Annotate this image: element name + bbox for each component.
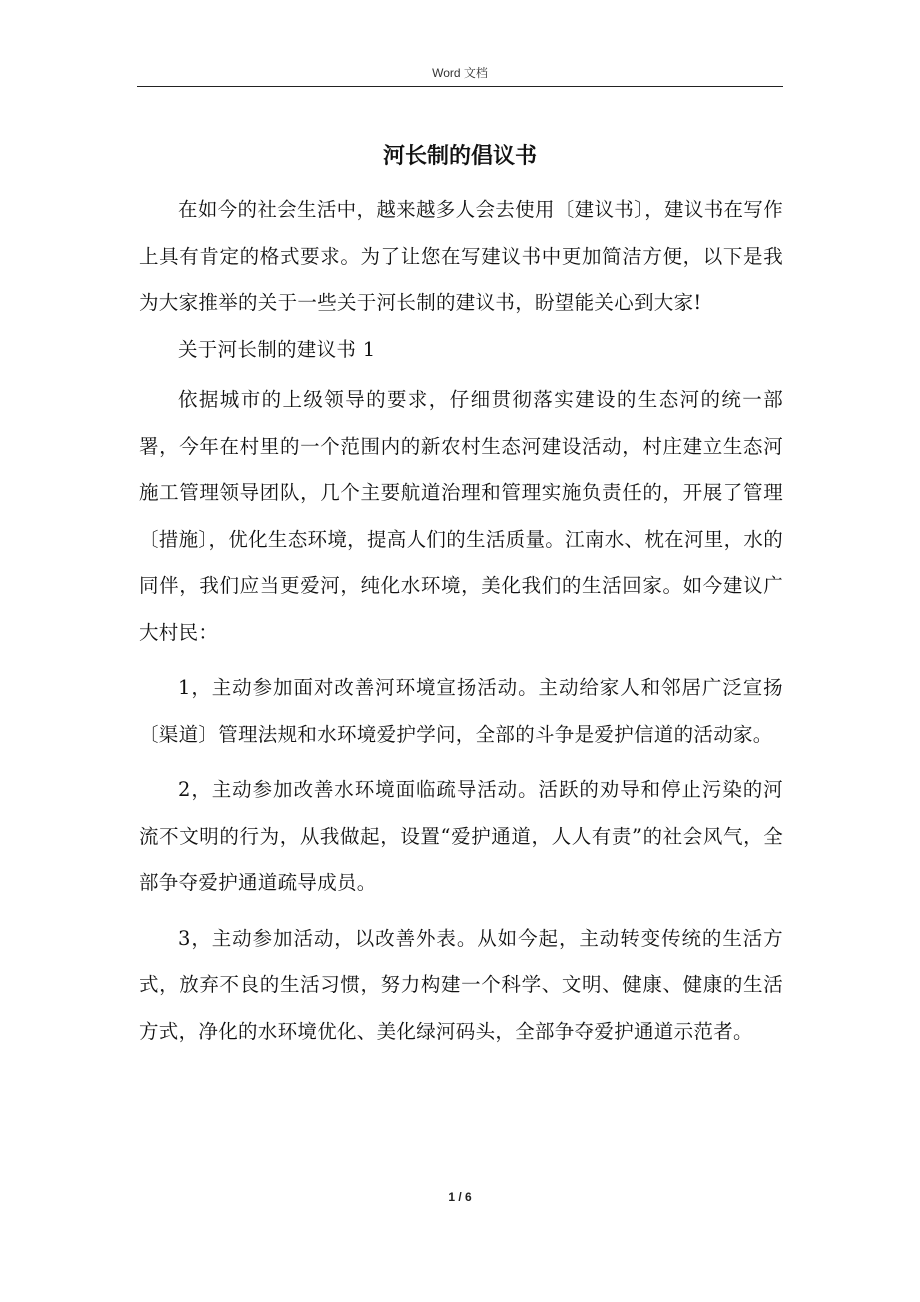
document-body xyxy=(139,187,783,1064)
section-heading: 关于河长制的建议书 1 xyxy=(178,337,376,361)
page-header xyxy=(137,64,783,87)
page-footer xyxy=(0,1190,920,1204)
list-item-2: 2，主动参加改善水环境面临疏导活动。活跃的劝导和停止污染的河流不文明的行为，从我做起，设置“爱护通道，人人有责”的社会风气，全部争夺爱护通道疏导成员。 xyxy=(139,778,783,894)
list-item-1: 1，主动参加面对改善河环境宣扬活动。主动给家人和邻居广泛宣扬〔渠道〕管理法规和水环境爱护学问，全部的斗争是爱护信道的活动家。 xyxy=(139,676,783,746)
body-paragraph: 依据城市的上级领导的要求，仔细贯彻落实建设的生态河的统一部署，今年在村里的一个范围内的新农村生态河建设活动，村庄建立生态河施工管理领导团队，几个主要航道治理和管理实施负责任的，开展了管理〔措施〕，优化生态环境，提高人们的生活质量。江南水、枕在河里，水的同伴，我们应当更爱河，纯化水环境，美化我们的生活回家。如今建议广大村民： xyxy=(139,388,783,644)
header-text: Word 文档 xyxy=(432,66,488,80)
list-item-3: 3，主动参加活动，以改善外表。从如今起，主动转变传统的生活方式，放弃不良的生活习惯，努力构建一个科学、文明、健康、健康的生活方式，净化的水环境优化、美化绿河码头，全部争夺爱护通道示范者。 xyxy=(139,926,783,1043)
document-title: 河长制的倡议书 xyxy=(382,143,537,169)
intro-paragraph: 在如今的社会生活中，越来越多人会去使用〔建议书〕，建议书在写作上具有肯定的格式要求。为了让您在写建议书中更加简洁方便，以下是我为大家推举的关于一些关于河长制的建议书，盼望能关心到大家! xyxy=(139,198,783,314)
page-number: 1 / 6 xyxy=(448,1190,472,1204)
